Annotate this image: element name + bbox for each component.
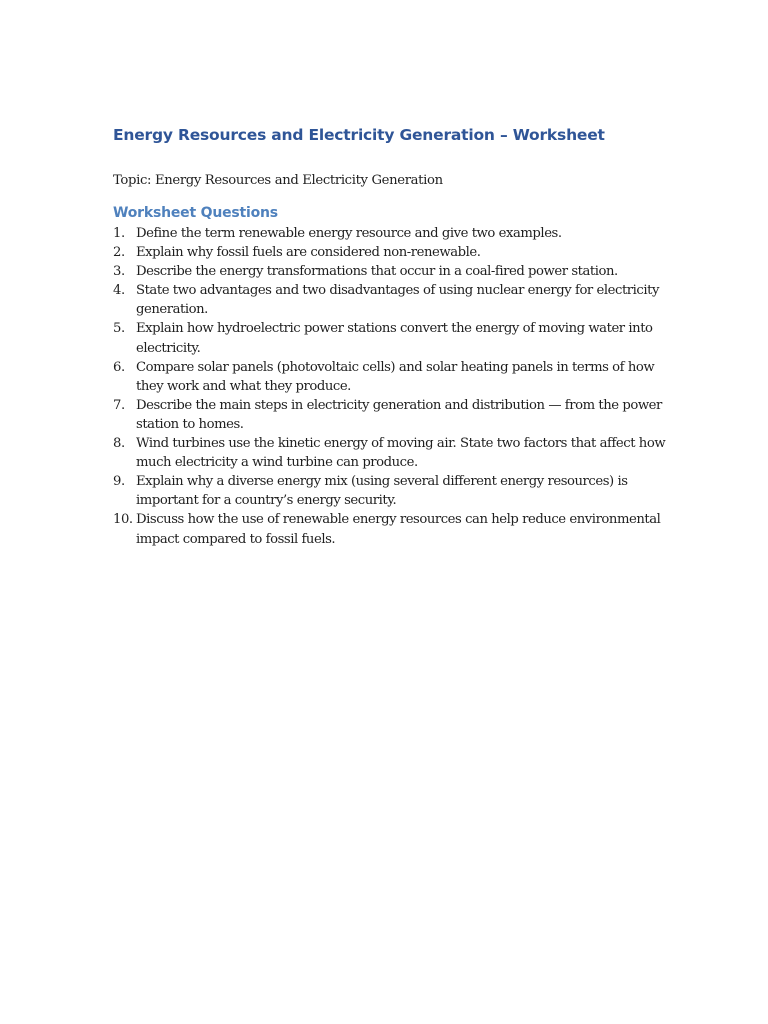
question-number: 4. (113, 283, 125, 299)
question-item (113, 281, 673, 319)
question-item (113, 434, 673, 472)
question-text: Explain why a diverse energy mix (using several different energy resources) is important for a country’s energy security. (136, 474, 628, 509)
document-title: Energy Resources and Electricity Generation – Worksheet (113, 126, 605, 144)
question-number: 7. (113, 397, 125, 413)
question-text: Describe the main steps in electricity generation and distribution — from the power station to homes. (136, 397, 662, 432)
question-text: Explain how hydroelectric power stations convert the energy of moving water into electricity. (136, 321, 653, 356)
question-list (113, 224, 673, 549)
question-number: 1. (113, 226, 125, 241)
question-text: Wind turbines use the kinetic energy of moving air. State two factors that affect how much electricity a wind turbine can produce. (136, 436, 666, 471)
question-number: 8. (113, 436, 125, 452)
document-body (113, 124, 673, 549)
question-text: Explain why fossil fuels are considered non-renewable. (136, 245, 481, 261)
section-heading: Worksheet Questions (113, 205, 278, 221)
question-item (113, 358, 673, 396)
question-item (113, 224, 673, 243)
question-number: 10. (113, 512, 133, 528)
question-item (113, 472, 673, 510)
question-item (113, 510, 673, 548)
question-number: 6. (113, 359, 125, 375)
question-text: Define the term renewable energy resource and give two examples. (136, 226, 562, 241)
question-item (113, 396, 673, 434)
question-number: 9. (113, 474, 125, 490)
question-number: 2. (113, 245, 125, 261)
question-text: State two advantages and two disadvantages of using nuclear energy for electricity generation. (136, 283, 659, 318)
question-item (113, 243, 673, 262)
topic-line: Topic: Energy Resources and Electricity Generation (113, 173, 443, 188)
question-text: Compare solar panels (photovoltaic cells) and solar heating panels in terms of how they work and what they produce. (136, 359, 655, 394)
question-text: Describe the energy transformations that occur in a coal-fired power station. (136, 264, 618, 280)
question-item (113, 262, 673, 281)
question-number: 5. (113, 321, 125, 337)
question-item (113, 319, 673, 357)
question-number: 3. (113, 264, 125, 280)
question-text: Discuss how the use of renewable energy resources can help reduce environmental impact compared to fossil fuels. (136, 512, 661, 547)
